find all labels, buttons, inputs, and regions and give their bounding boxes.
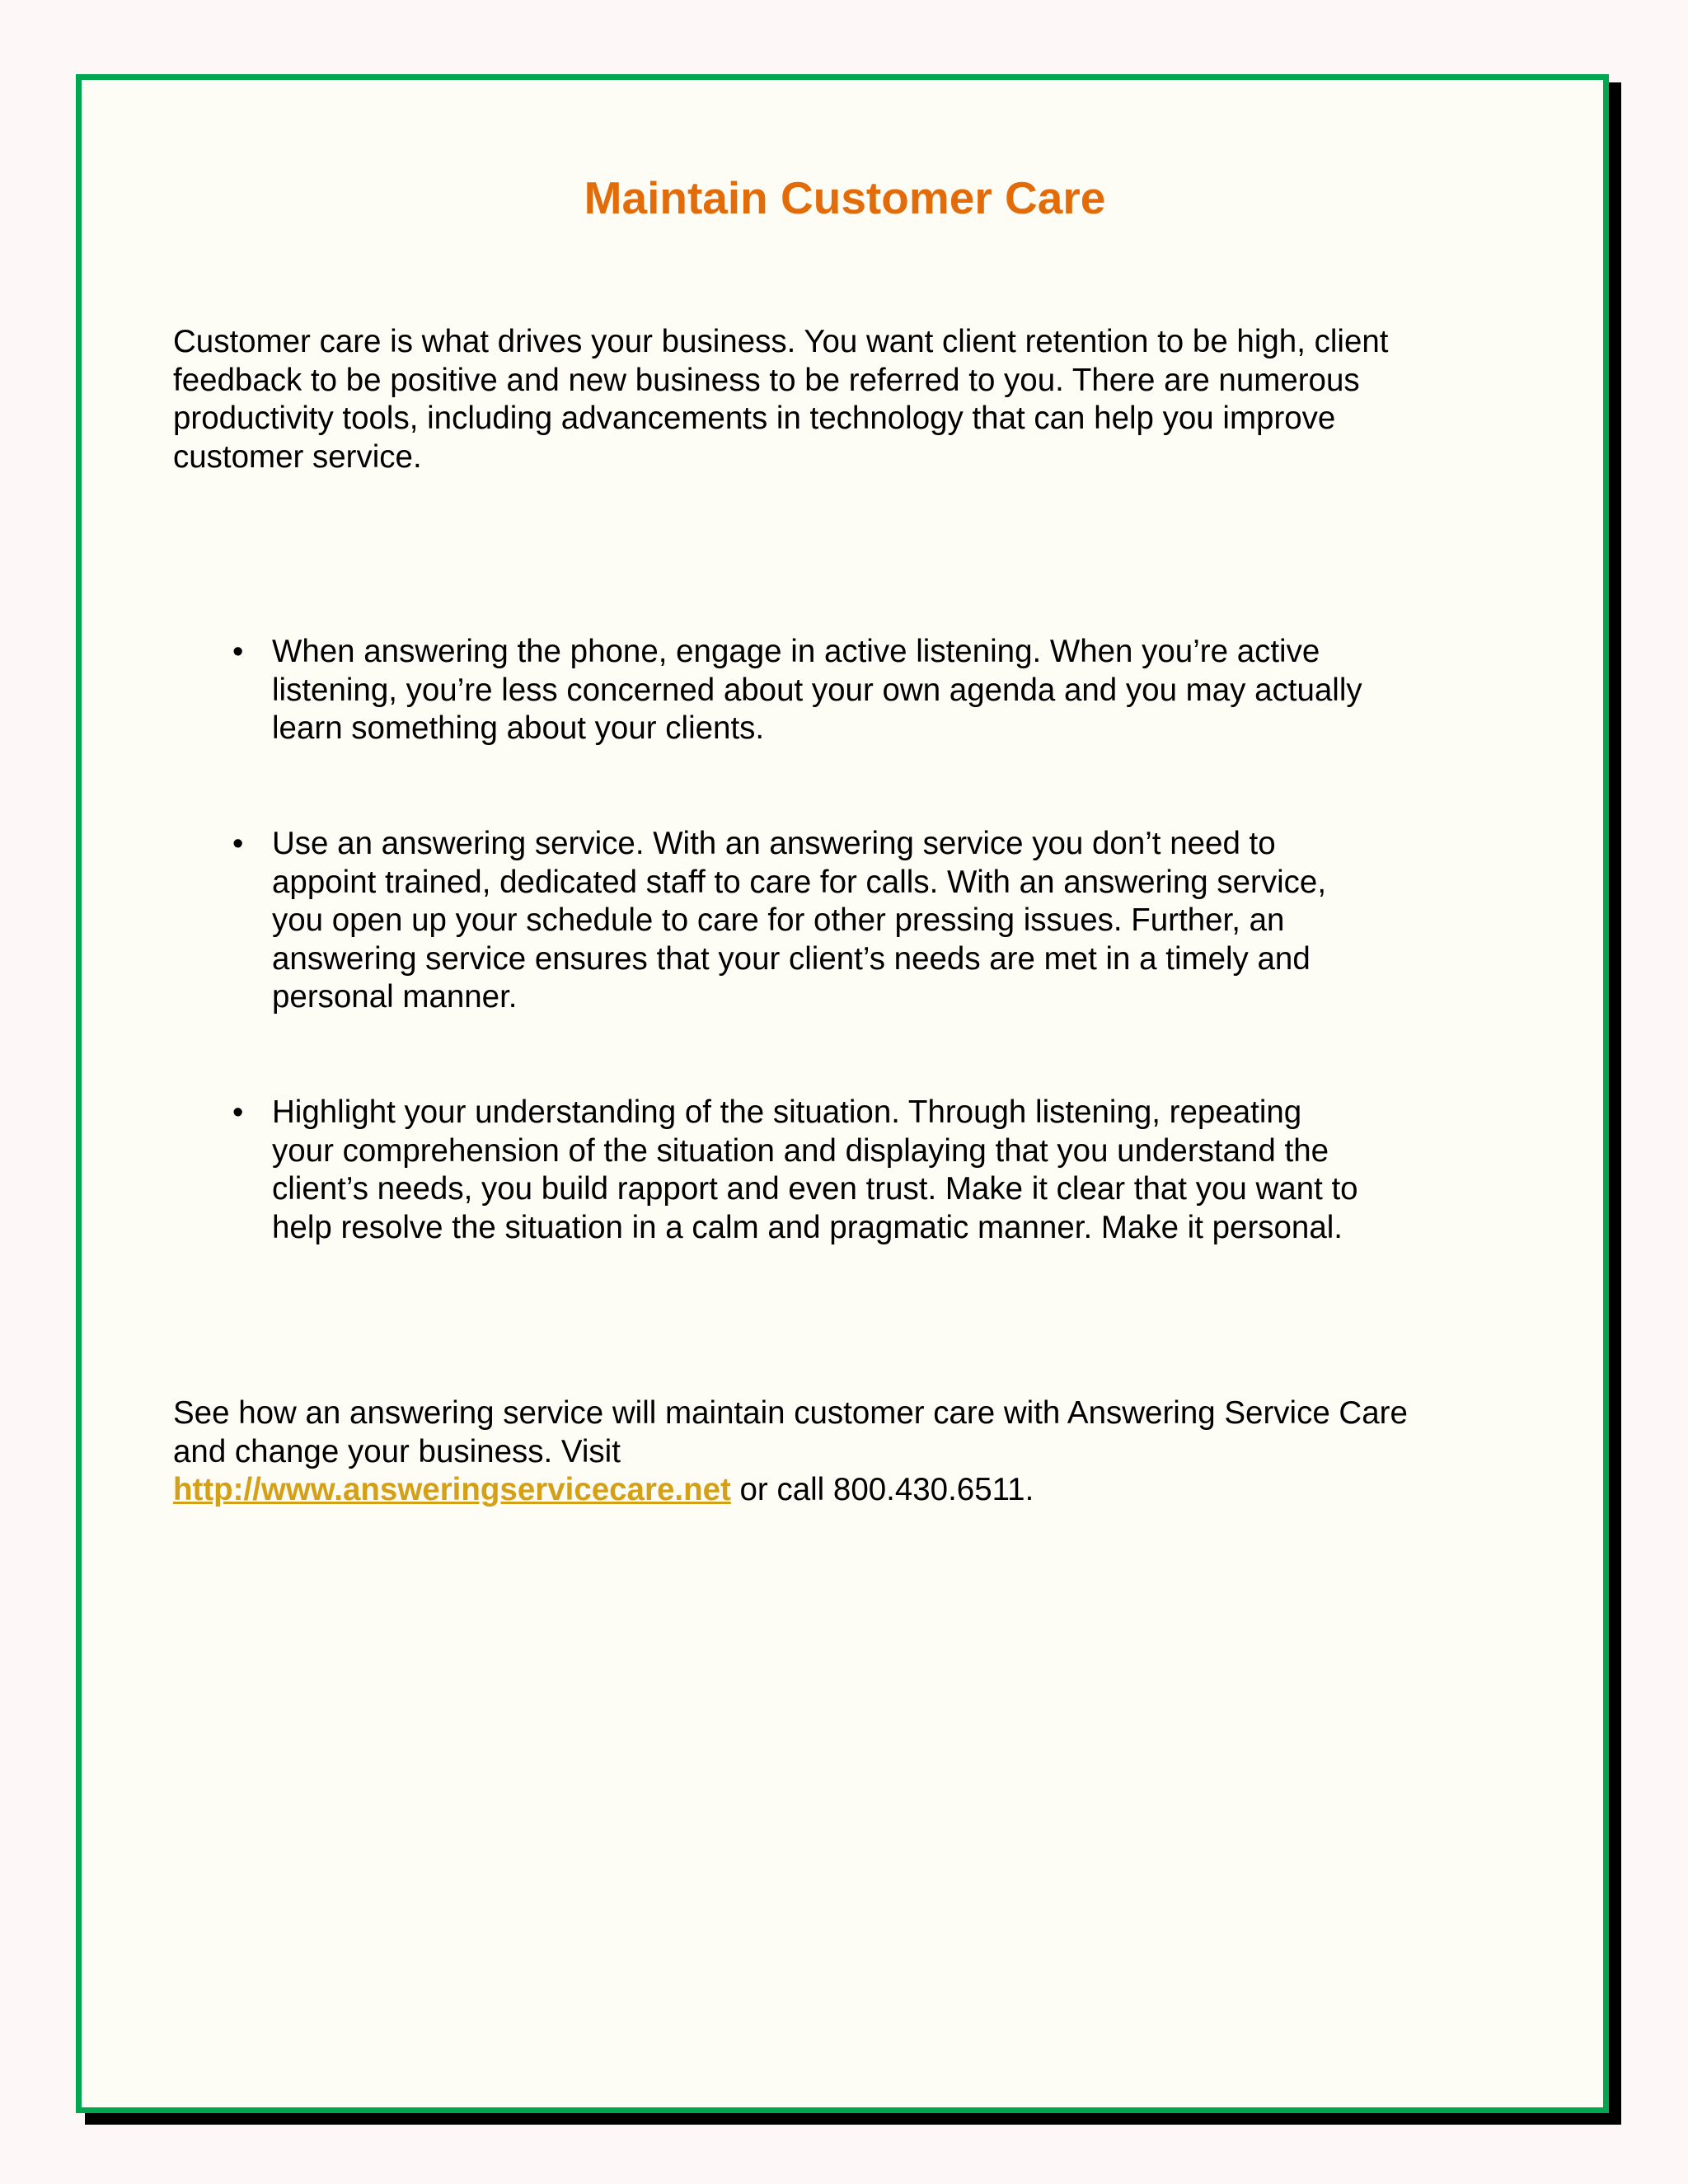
intro-paragraph: Customer care is what drives your business. You want client retention to be high, client feedback to be positive and new business to be referred to you. There are numerous productivity tools, including advancements in technology that can help you improve customer service. — [173, 324, 1389, 475]
bullet-marker: • — [232, 827, 244, 861]
closing-paragraph — [173, 1394, 1459, 1510]
bullet-text: Highlight your understanding of the situation. Through listening, repeating your comprehension of the situation and displaying that you understand the client’s needs, you build rapport and even trust. Make it clear that you want to help resolve the situation in a calm and pragmatic manner. Make it personal. — [272, 1094, 1358, 1245]
bullet-text: When answering the phone, engage in active listening. When you’re active listening, you’re less concerned about your own agenda and you may actually learn something about your clients. — [272, 634, 1362, 746]
website-link[interactable]: http://www.answeringservicecare.net — [173, 1472, 731, 1507]
bullet-marker: • — [232, 1095, 244, 1130]
page-title: Maintain Customer Care — [584, 172, 1106, 223]
bullet-marker: • — [232, 635, 244, 669]
bullet-text: Use an answering service. With an answering service you don’t need to appoint trained, dedicated staff to care for calls. With an answering service, you open up your schedule to care for other pressing issues. Further, an answering service ensures that your client’s needs are met in a timely and personal manner. — [272, 826, 1327, 1015]
closing-phone-text: or call 800.430.6511. — [730, 1472, 1034, 1507]
closing-text: See how an answering service will maintain customer care with Answering Service Care and change your business. Visit — [173, 1395, 1408, 1469]
